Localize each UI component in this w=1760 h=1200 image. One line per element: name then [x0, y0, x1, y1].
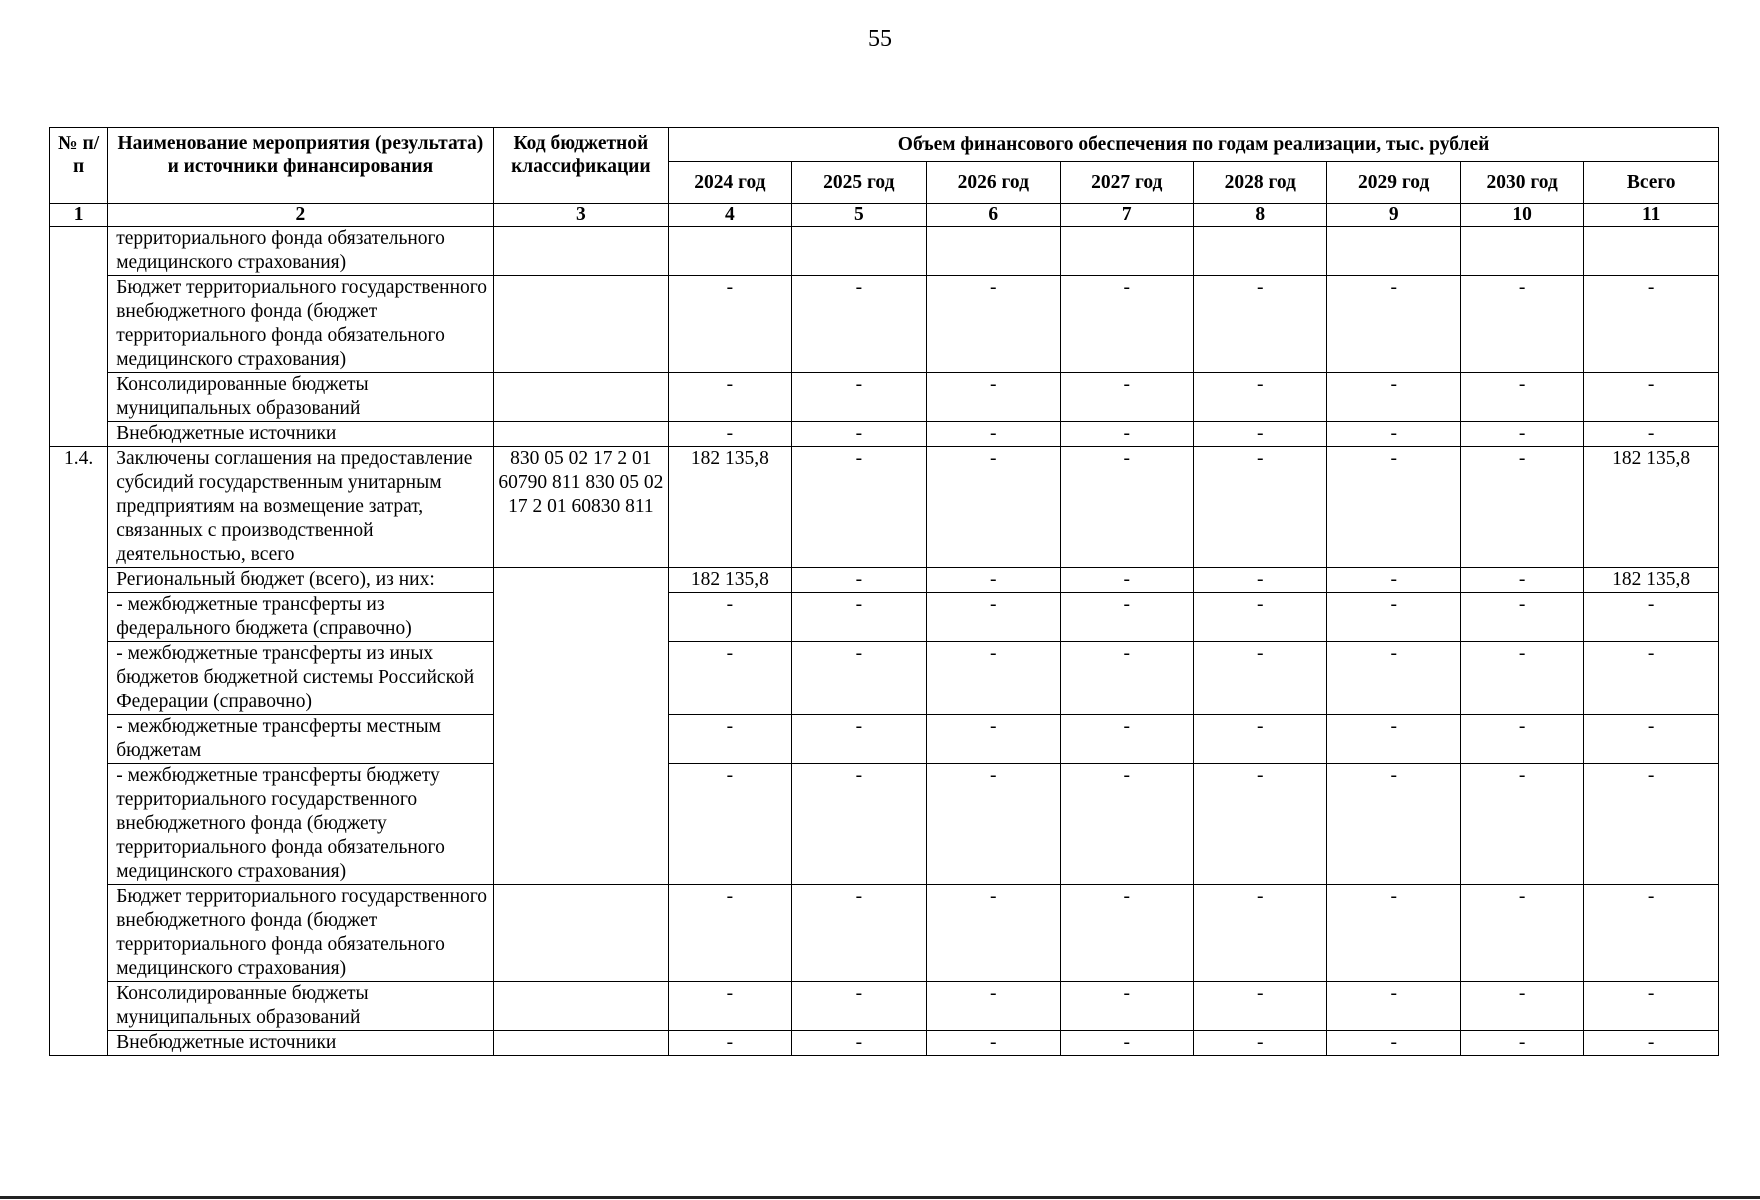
column-number: 5: [791, 204, 926, 227]
financing-table: [49, 127, 1719, 1056]
value-cell: [1060, 227, 1193, 276]
value-cell: -: [1460, 447, 1583, 568]
value-cell-total: -: [1584, 1031, 1719, 1056]
row-name: - межбюджетные трансферты из федерального бюджета (справочно): [108, 593, 493, 642]
col-header-year: 2030 год: [1460, 162, 1583, 204]
value-cell: -: [1194, 447, 1327, 568]
value-cell-total: -: [1584, 715, 1719, 764]
table-row: [50, 1031, 1719, 1056]
row-name: Консолидированные бюджеты муниципальных образований: [108, 982, 493, 1031]
value-cell: -: [1060, 715, 1193, 764]
column-number: 6: [927, 204, 1060, 227]
value-cell: -: [1060, 373, 1193, 422]
value-cell: -: [927, 885, 1060, 982]
table-row: [50, 276, 1719, 373]
row-code: [493, 982, 669, 1031]
value-cell: -: [1194, 422, 1327, 447]
value-cell: -: [1460, 568, 1583, 593]
header-row: [50, 128, 1719, 162]
value-cell: -: [1327, 373, 1460, 422]
row-name: - межбюджетные трансферты бюджету территориального государственного внебюджетного фонда (бюджету территориального фонда обязательного медицинского страхования): [108, 764, 493, 885]
row-code: [493, 373, 669, 422]
value-cell: -: [1460, 593, 1583, 642]
value-cell-total: -: [1584, 276, 1719, 373]
table-row: [50, 982, 1719, 1031]
value-cell: -: [669, 642, 791, 715]
value-cell-total: -: [1584, 422, 1719, 447]
column-number: 7: [1060, 204, 1193, 227]
row-number: 1.4.: [50, 447, 108, 1056]
value-cell: -: [927, 447, 1060, 568]
value-cell: [1460, 227, 1583, 276]
value-cell: -: [1060, 1031, 1193, 1056]
value-cell: -: [927, 593, 1060, 642]
value-cell: -: [927, 422, 1060, 447]
col-header-year: 2029 год: [1327, 162, 1460, 204]
value-cell: -: [791, 422, 926, 447]
value-cell: -: [669, 422, 791, 447]
value-cell: -: [1460, 1031, 1583, 1056]
row-name: территориального фонда обязательного медицинского страхования): [108, 227, 493, 276]
column-number: 9: [1327, 204, 1460, 227]
value-cell: -: [927, 642, 1060, 715]
row-name: Консолидированные бюджеты муниципальных образований: [108, 373, 493, 422]
value-cell: -: [1460, 982, 1583, 1031]
value-cell-total: -: [1584, 885, 1719, 982]
value-cell: -: [1327, 764, 1460, 885]
column-number: 10: [1460, 204, 1583, 227]
value-cell: -: [927, 276, 1060, 373]
column-number: 4: [669, 204, 791, 227]
value-cell-total: [1584, 227, 1719, 276]
page-number: 55: [868, 26, 892, 52]
value-cell-total: -: [1584, 593, 1719, 642]
column-number: 3: [493, 204, 669, 227]
value-cell: -: [1460, 642, 1583, 715]
value-cell: -: [1327, 642, 1460, 715]
value-cell: -: [791, 1031, 926, 1056]
table-row: [50, 422, 1719, 447]
row-code: 830 05 02 17 2 01 60790 811 830 05 02 17 2 01 60830 811: [493, 447, 669, 568]
column-number: 1: [50, 204, 108, 227]
value-cell: -: [1194, 982, 1327, 1031]
value-cell: -: [1327, 447, 1460, 568]
row-code: [493, 276, 669, 373]
column-number: 11: [1584, 204, 1719, 227]
value-cell: -: [669, 276, 791, 373]
col-header-volume: Объем финансового обеспечения по годам реализации, тыс. рублей: [669, 128, 1719, 162]
value-cell: -: [1194, 593, 1327, 642]
value-cell: 182 135,8: [669, 447, 791, 568]
value-cell: -: [1327, 885, 1460, 982]
value-cell: -: [927, 373, 1060, 422]
value-cell: -: [1327, 568, 1460, 593]
table-row: [50, 227, 1719, 276]
value-cell: -: [1460, 276, 1583, 373]
value-cell: -: [791, 885, 926, 982]
value-cell: -: [1060, 885, 1193, 982]
col-header-total: Всего: [1584, 162, 1719, 204]
col-header-name: Наименование мероприятия (результата) и источники финансирования: [108, 128, 493, 204]
value-cell: -: [1460, 764, 1583, 885]
value-cell: -: [1327, 982, 1460, 1031]
value-cell: -: [1060, 447, 1193, 568]
value-cell: -: [791, 642, 926, 715]
value-cell: -: [791, 447, 926, 568]
value-cell: -: [927, 568, 1060, 593]
value-cell: -: [1460, 885, 1583, 982]
value-cell: -: [927, 1031, 1060, 1056]
table-row: [50, 715, 1719, 764]
value-cell: -: [791, 276, 926, 373]
value-cell-total: -: [1584, 373, 1719, 422]
value-cell: -: [669, 1031, 791, 1056]
value-cell: -: [1194, 568, 1327, 593]
value-cell: -: [669, 715, 791, 764]
row-name: - межбюджетные трансферты из иных бюджетов бюджетной системы Российской Федерации (справочно): [108, 642, 493, 715]
value-cell-total: -: [1584, 642, 1719, 715]
value-cell: -: [1194, 885, 1327, 982]
value-cell: -: [669, 885, 791, 982]
table-row: [50, 568, 1719, 593]
row-number: [50, 227, 108, 447]
row-name: Бюджет территориального государственного внебюджетного фонда (бюджет территориального фонда обязательного медицинского страхования): [108, 885, 493, 982]
col-header-year: 2028 год: [1194, 162, 1327, 204]
value-cell: -: [791, 715, 926, 764]
value-cell: -: [1060, 982, 1193, 1031]
row-name: Заключены соглашения на предоставление субсидий государственным унитарным предприятиям на возмещение затрат, связанных с производственной деятельностью, всего: [108, 447, 493, 568]
row-code: [493, 1031, 669, 1056]
value-cell: [1194, 227, 1327, 276]
value-cell: -: [1194, 764, 1327, 885]
value-cell: -: [1060, 422, 1193, 447]
value-cell: -: [1194, 642, 1327, 715]
value-cell: -: [1194, 715, 1327, 764]
value-cell: -: [1194, 1031, 1327, 1056]
row-name: Внебюджетные источники: [108, 422, 493, 447]
column-numbers-row: [50, 204, 1719, 227]
col-header-year: 2024 год: [669, 162, 791, 204]
table-row: [50, 642, 1719, 715]
row-code: [493, 568, 669, 885]
value-cell: -: [669, 593, 791, 642]
value-cell: -: [669, 764, 791, 885]
row-name: - межбюджетные трансферты местным бюджетам: [108, 715, 493, 764]
value-cell: -: [1327, 1031, 1460, 1056]
value-cell: [791, 227, 926, 276]
col-header-year: 2025 год: [791, 162, 926, 204]
col-header-number: № п/п: [50, 128, 108, 204]
value-cell-total: -: [1584, 764, 1719, 885]
value-cell: 182 135,8: [669, 568, 791, 593]
column-number: 8: [1194, 204, 1327, 227]
value-cell: -: [1460, 373, 1583, 422]
table-row: [50, 885, 1719, 982]
value-cell: -: [1060, 642, 1193, 715]
value-cell: -: [1060, 568, 1193, 593]
row-name: Региональный бюджет (всего), из них:: [108, 568, 493, 593]
value-cell: [1327, 227, 1460, 276]
value-cell: -: [1060, 276, 1193, 373]
row-name: Бюджет территориального государственного внебюджетного фонда (бюджет территориального фонда обязательного медицинского страхования): [108, 276, 493, 373]
column-number: 2: [108, 204, 493, 227]
page-bottom-rule: [0, 1196, 1760, 1199]
col-header-year: 2027 год: [1060, 162, 1193, 204]
value-cell: -: [1060, 764, 1193, 885]
value-cell-total: 182 135,8: [1584, 568, 1719, 593]
table-row: [50, 373, 1719, 422]
value-cell-total: -: [1584, 982, 1719, 1031]
value-cell: -: [1194, 276, 1327, 373]
value-cell: -: [927, 715, 1060, 764]
value-cell: -: [669, 373, 791, 422]
row-code: [493, 227, 669, 276]
value-cell: [927, 227, 1060, 276]
table-row: [50, 593, 1719, 642]
value-cell: -: [927, 982, 1060, 1031]
value-cell: -: [1327, 276, 1460, 373]
row-code: [493, 422, 669, 447]
value-cell: -: [669, 982, 791, 1031]
col-header-code: Код бюджетной классификации: [493, 128, 669, 204]
col-header-year: 2026 год: [927, 162, 1060, 204]
value-cell: -: [791, 568, 926, 593]
value-cell: -: [1460, 422, 1583, 447]
value-cell: -: [927, 764, 1060, 885]
row-code: [493, 885, 669, 982]
value-cell-total: 182 135,8: [1584, 447, 1719, 568]
value-cell: -: [1194, 373, 1327, 422]
table-row: [50, 764, 1719, 885]
value-cell: -: [1060, 593, 1193, 642]
value-cell: -: [1460, 715, 1583, 764]
value-cell: -: [791, 373, 926, 422]
row-name: Внебюджетные источники: [108, 1031, 493, 1056]
value-cell: -: [791, 982, 926, 1031]
table-row: [50, 447, 1719, 568]
value-cell: [669, 227, 791, 276]
value-cell: -: [1327, 715, 1460, 764]
value-cell: -: [1327, 422, 1460, 447]
value-cell: -: [1327, 593, 1460, 642]
value-cell: -: [791, 593, 926, 642]
value-cell: -: [791, 764, 926, 885]
